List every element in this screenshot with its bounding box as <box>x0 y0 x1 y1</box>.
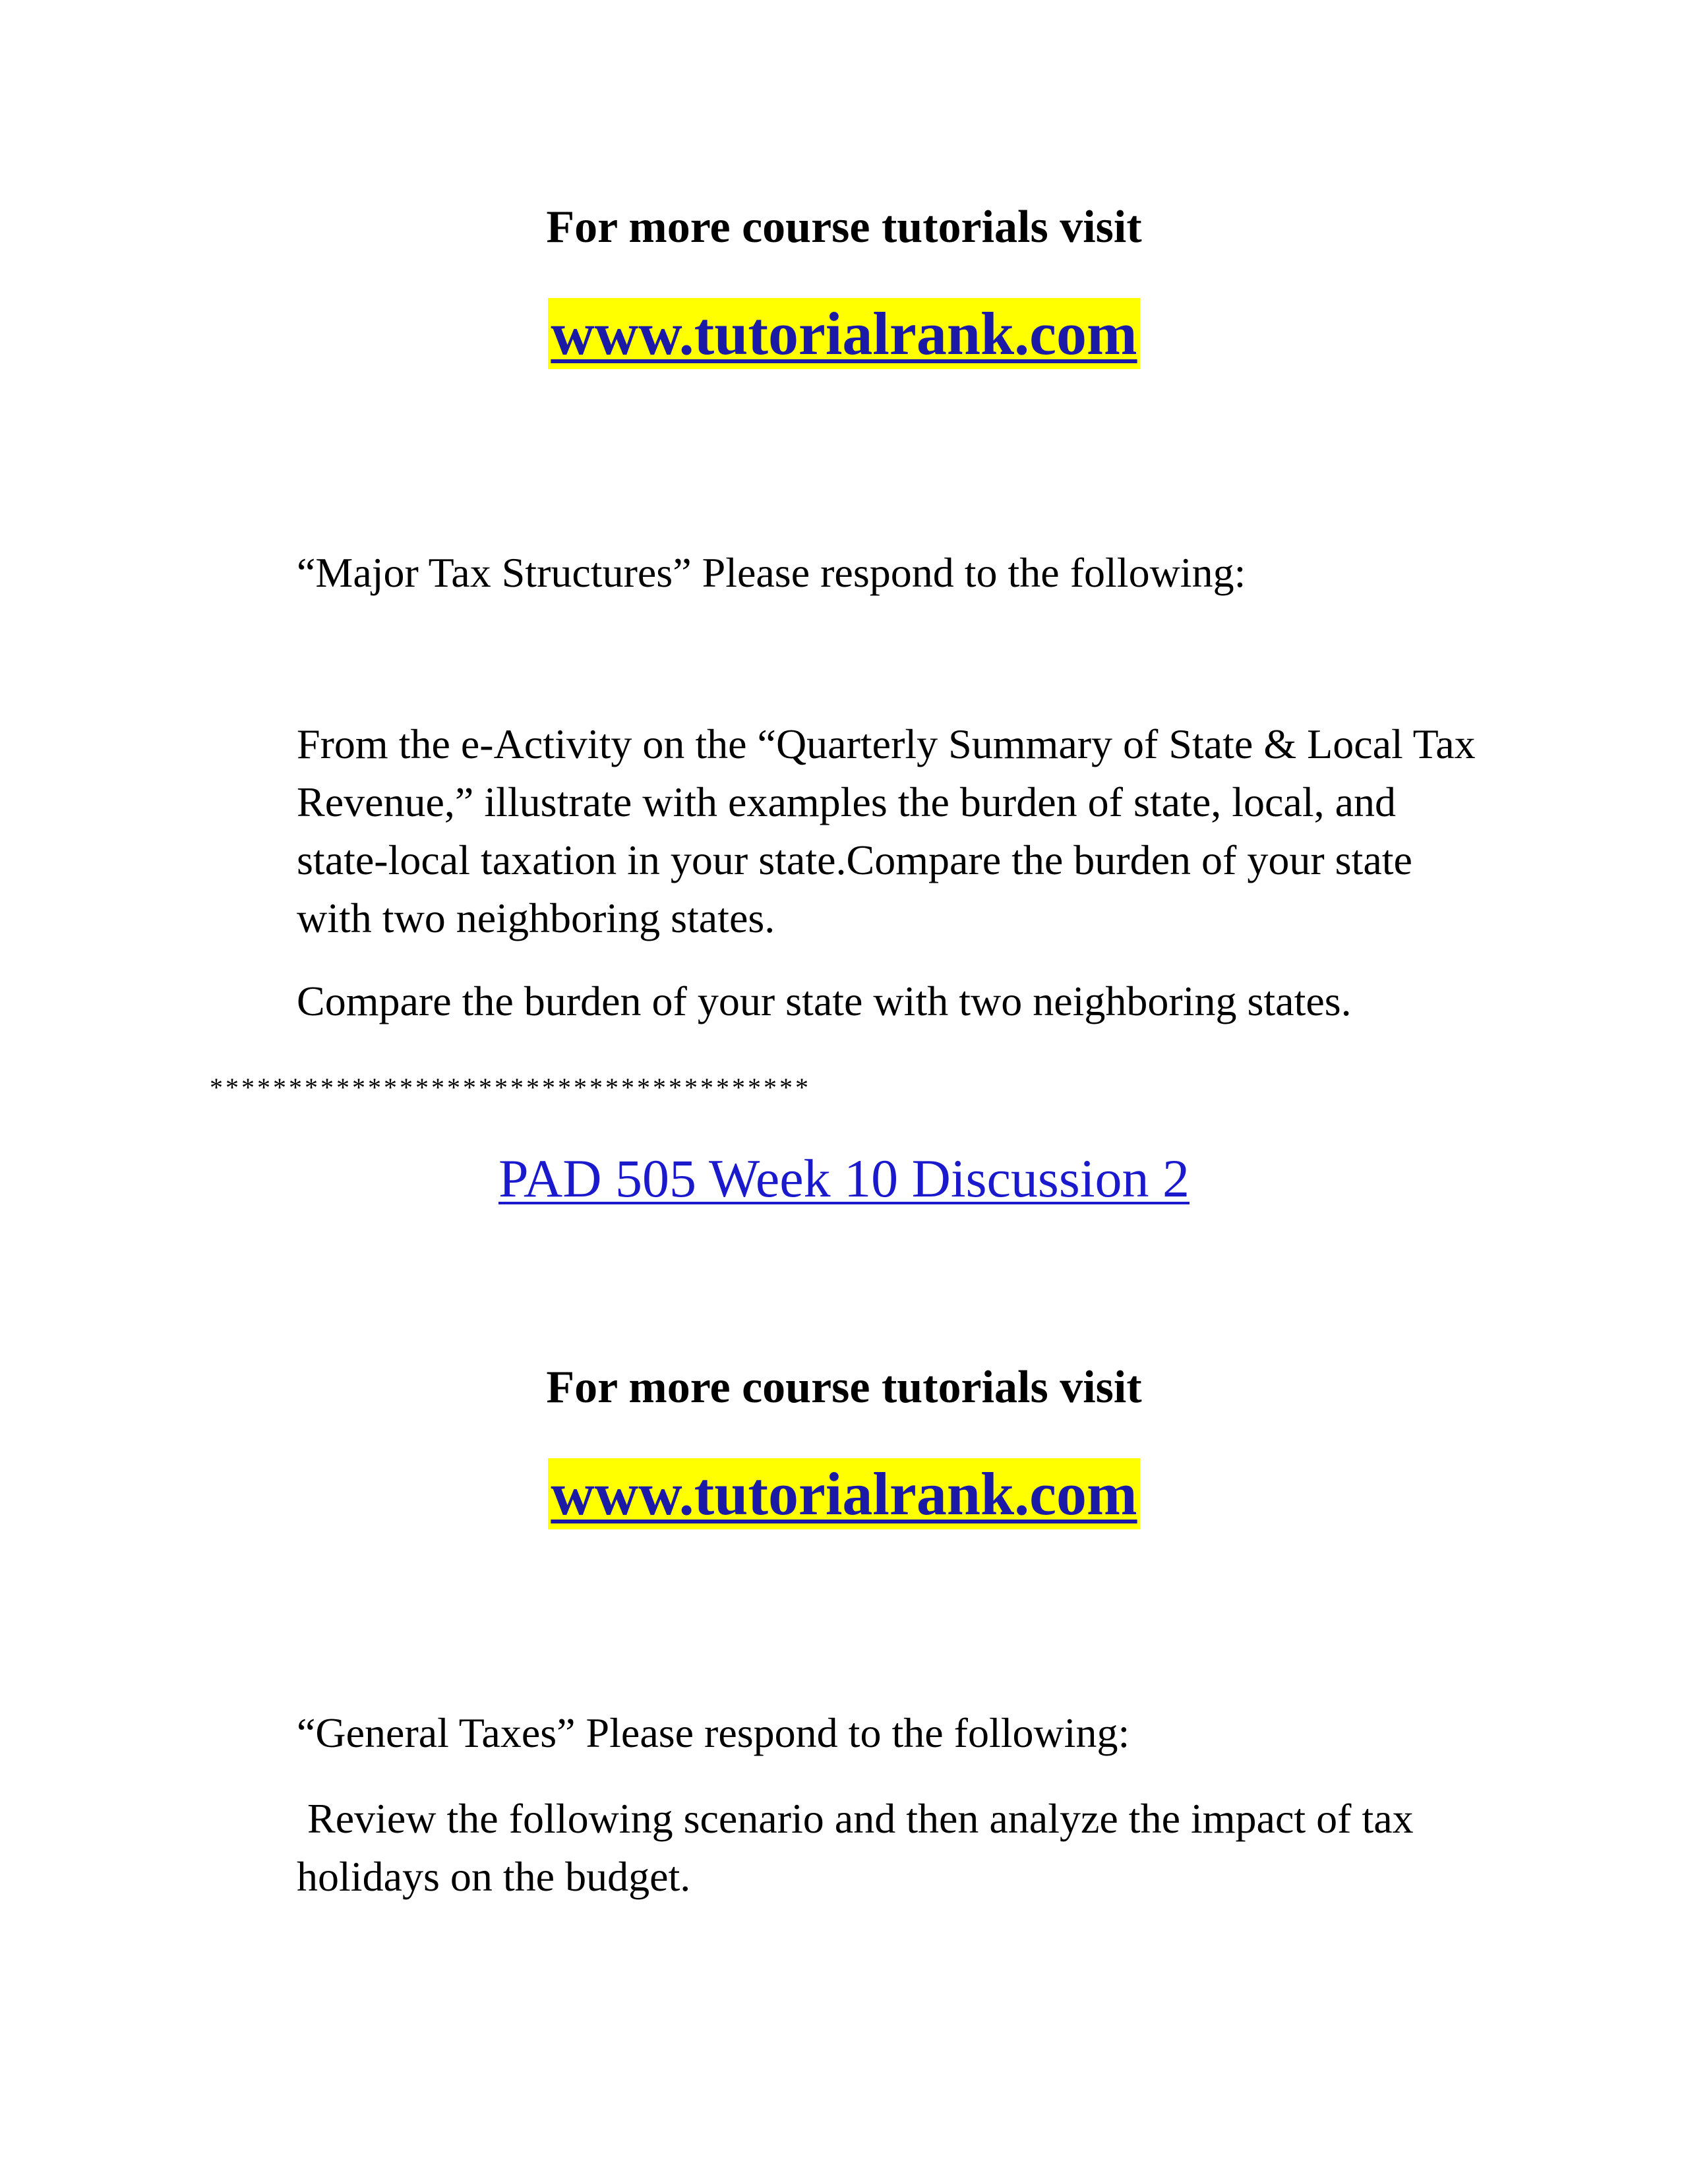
discussion-title-link[interactable]: PAD 505 Week 10 Discussion 2 <box>498 1148 1190 1208</box>
visit-heading-top: For more course tutorials visit <box>546 202 1142 252</box>
section1-paragraph: From the e-Activity on the “Quarterly Summary of State & Local Tax Revenue,” illustrate with examples the burden of state, local, and state-local taxation in your state.Compare the burden of your state with two neighboring states. <box>297 721 1486 941</box>
section1-repeat: Compare the burden of your state with two neighboring states. <box>297 978 1352 1024</box>
section1-prompt: “Major Tax Structures” Please respond to the following: <box>297 549 1246 596</box>
site-link-top[interactable]: www.tutorialrank.com <box>548 298 1139 369</box>
visit-heading-bottom: For more course tutorials visit <box>546 1362 1142 1413</box>
asterisk-separator: ************************************** <box>210 1073 811 1102</box>
section2-paragraph: Review the following scenario and then analyze the impact of tax holidays on the budget. <box>297 1795 1424 1900</box>
site-link-row-bottom <box>0 1458 1688 1529</box>
section2-prompt: “General Taxes” Please respond to the following: <box>297 1709 1130 1756</box>
site-link-row-top <box>0 298 1688 369</box>
discussion-link-row <box>0 1147 1688 1210</box>
site-link-bottom[interactable]: www.tutorialrank.com <box>548 1458 1139 1529</box>
